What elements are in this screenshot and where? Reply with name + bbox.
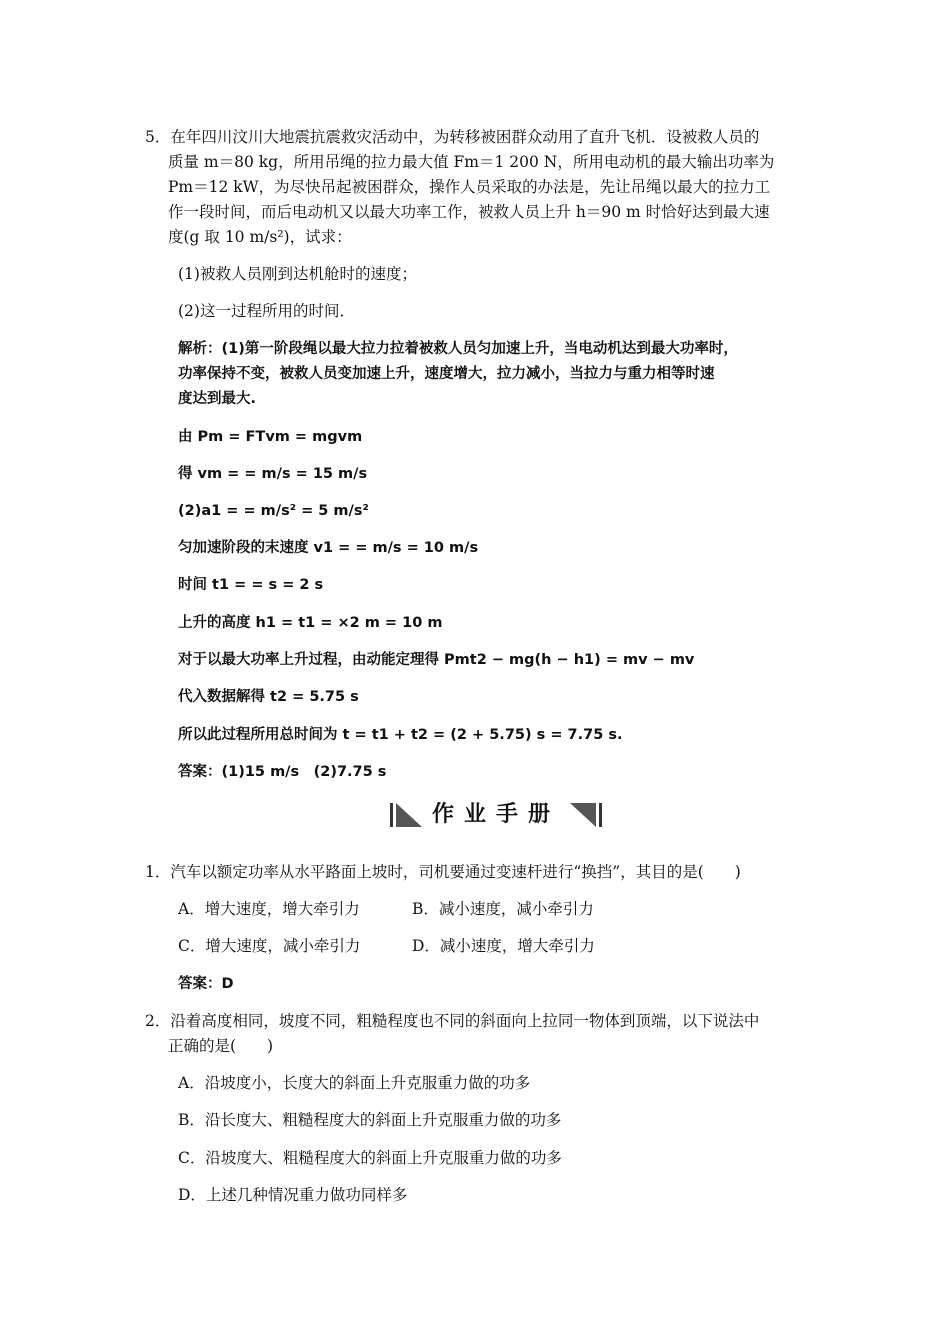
q5-line-1: 5．在年四川汶川大地震抗震救灾活动中，为转移被困群众动用了直升飞机．设被救人员的	[145, 128, 760, 146]
banner-left-triangle-icon	[396, 803, 422, 827]
q2-option-c: C．沿坡度大、粗糙程度大的斜面上升克服重力做的功多	[178, 1149, 562, 1167]
q5-line-3: Pm＝12 kW，为尽快吊起被困群众，操作人员采取的办法是，先让吊绳以最大的拉力工	[168, 178, 771, 196]
q5-analysis-line-2: 功率保持不变，被救人员变加速上升，速度增大，拉力减小，当拉力与重力相等时速	[178, 366, 715, 382]
banner-title: 作业手册	[431, 802, 560, 827]
q5-step-3: (2)a1 = = m/s² = 5 m/s²	[178, 503, 369, 519]
q2-stem-line-1: 2．沿着高度相同，坡度不同，粗糙程度也不同的斜面向上拉同一物体到顶端，以下说法中	[145, 1012, 760, 1030]
banner-left-bar	[390, 803, 393, 827]
q1-answer: 答案：D	[178, 976, 234, 992]
q2-option-d: D．上述几种情况重力做功同样多	[178, 1186, 408, 1204]
q5-step-4: 匀加速阶段的末速度 v1 = = m/s = 10 m/s	[178, 540, 479, 556]
q5-line-5: 度(g 取 10 m/s²)，试求：	[168, 228, 352, 246]
section-banner	[390, 800, 602, 832]
q5-step-6: 上升的高度 h1 = t1 = ×2 m = 10 m	[178, 615, 443, 631]
q2-option-b: B．沿长度大、粗糙程度大的斜面上升克服重力做的功多	[178, 1111, 562, 1129]
banner-right-triangle-icon	[570, 803, 596, 827]
q5-step-8: 代入数据解得 t2 = 5.75 s	[178, 689, 359, 705]
q2-option-a: A．沿坡度小，长度大的斜面上升克服重力做的功多	[178, 1074, 531, 1092]
q5-answer: 答案：(1)15 m/s (2)7.75 s	[178, 764, 387, 780]
q5-line-2: 质量 m＝80 kg，所用吊绳的拉力最大值 Fm＝1 200 N，所用电动机的最大输出功率为	[168, 153, 775, 171]
q5-step-1: 由 Pm = FTvm = mgvm	[178, 429, 363, 445]
q1-option-b: B．减小速度，减小牵引力	[412, 900, 594, 918]
q5-step-5: 时间 t1 = = s = 2 s	[178, 577, 324, 593]
q5-step-2: 得 vm = = m/s = 15 m/s	[178, 466, 368, 482]
q5-step-7: 对于以最大功率上升过程，由动能定理得 Pmt2 − mg(h − h1) = mv − mv	[178, 652, 695, 668]
q1-option-a: A．增大速度，增大牵引力	[178, 900, 360, 918]
q5-step-9: 所以此过程所用总时间为 t = t1 + t2 = (2 + 5.75) s = 7.75 s.	[178, 727, 623, 743]
q5-sub-question-2: (2)这一过程所用的时间．	[178, 302, 355, 320]
q2-stem-line-2: 正确的是( )	[168, 1037, 274, 1055]
q5-sub-question-1: (1)被救人员刚到达机舱时的速度；	[178, 265, 417, 283]
banner-right-bar	[599, 803, 602, 827]
q1-stem: 1．汽车以额定功率从水平路面上坡时，司机要通过变速杆进行“换挡”，其目的是( )	[145, 863, 741, 881]
q5-analysis-line-1: 解析：(1)第一阶段绳以最大拉力拉着被救人员匀加速上升，当电动机达到最大功率时，	[178, 341, 738, 357]
q5-line-4: 作一段时间，而后电动机又以最大功率工作，被救人员上升 h＝90 m 时恰好达到最大速	[168, 203, 770, 221]
q5-analysis-line-3: 度达到最大.	[178, 391, 257, 407]
q1-option-d: D．减小速度，增大牵引力	[412, 937, 595, 955]
q1-option-c: C．增大速度，减小牵引力	[178, 937, 361, 955]
